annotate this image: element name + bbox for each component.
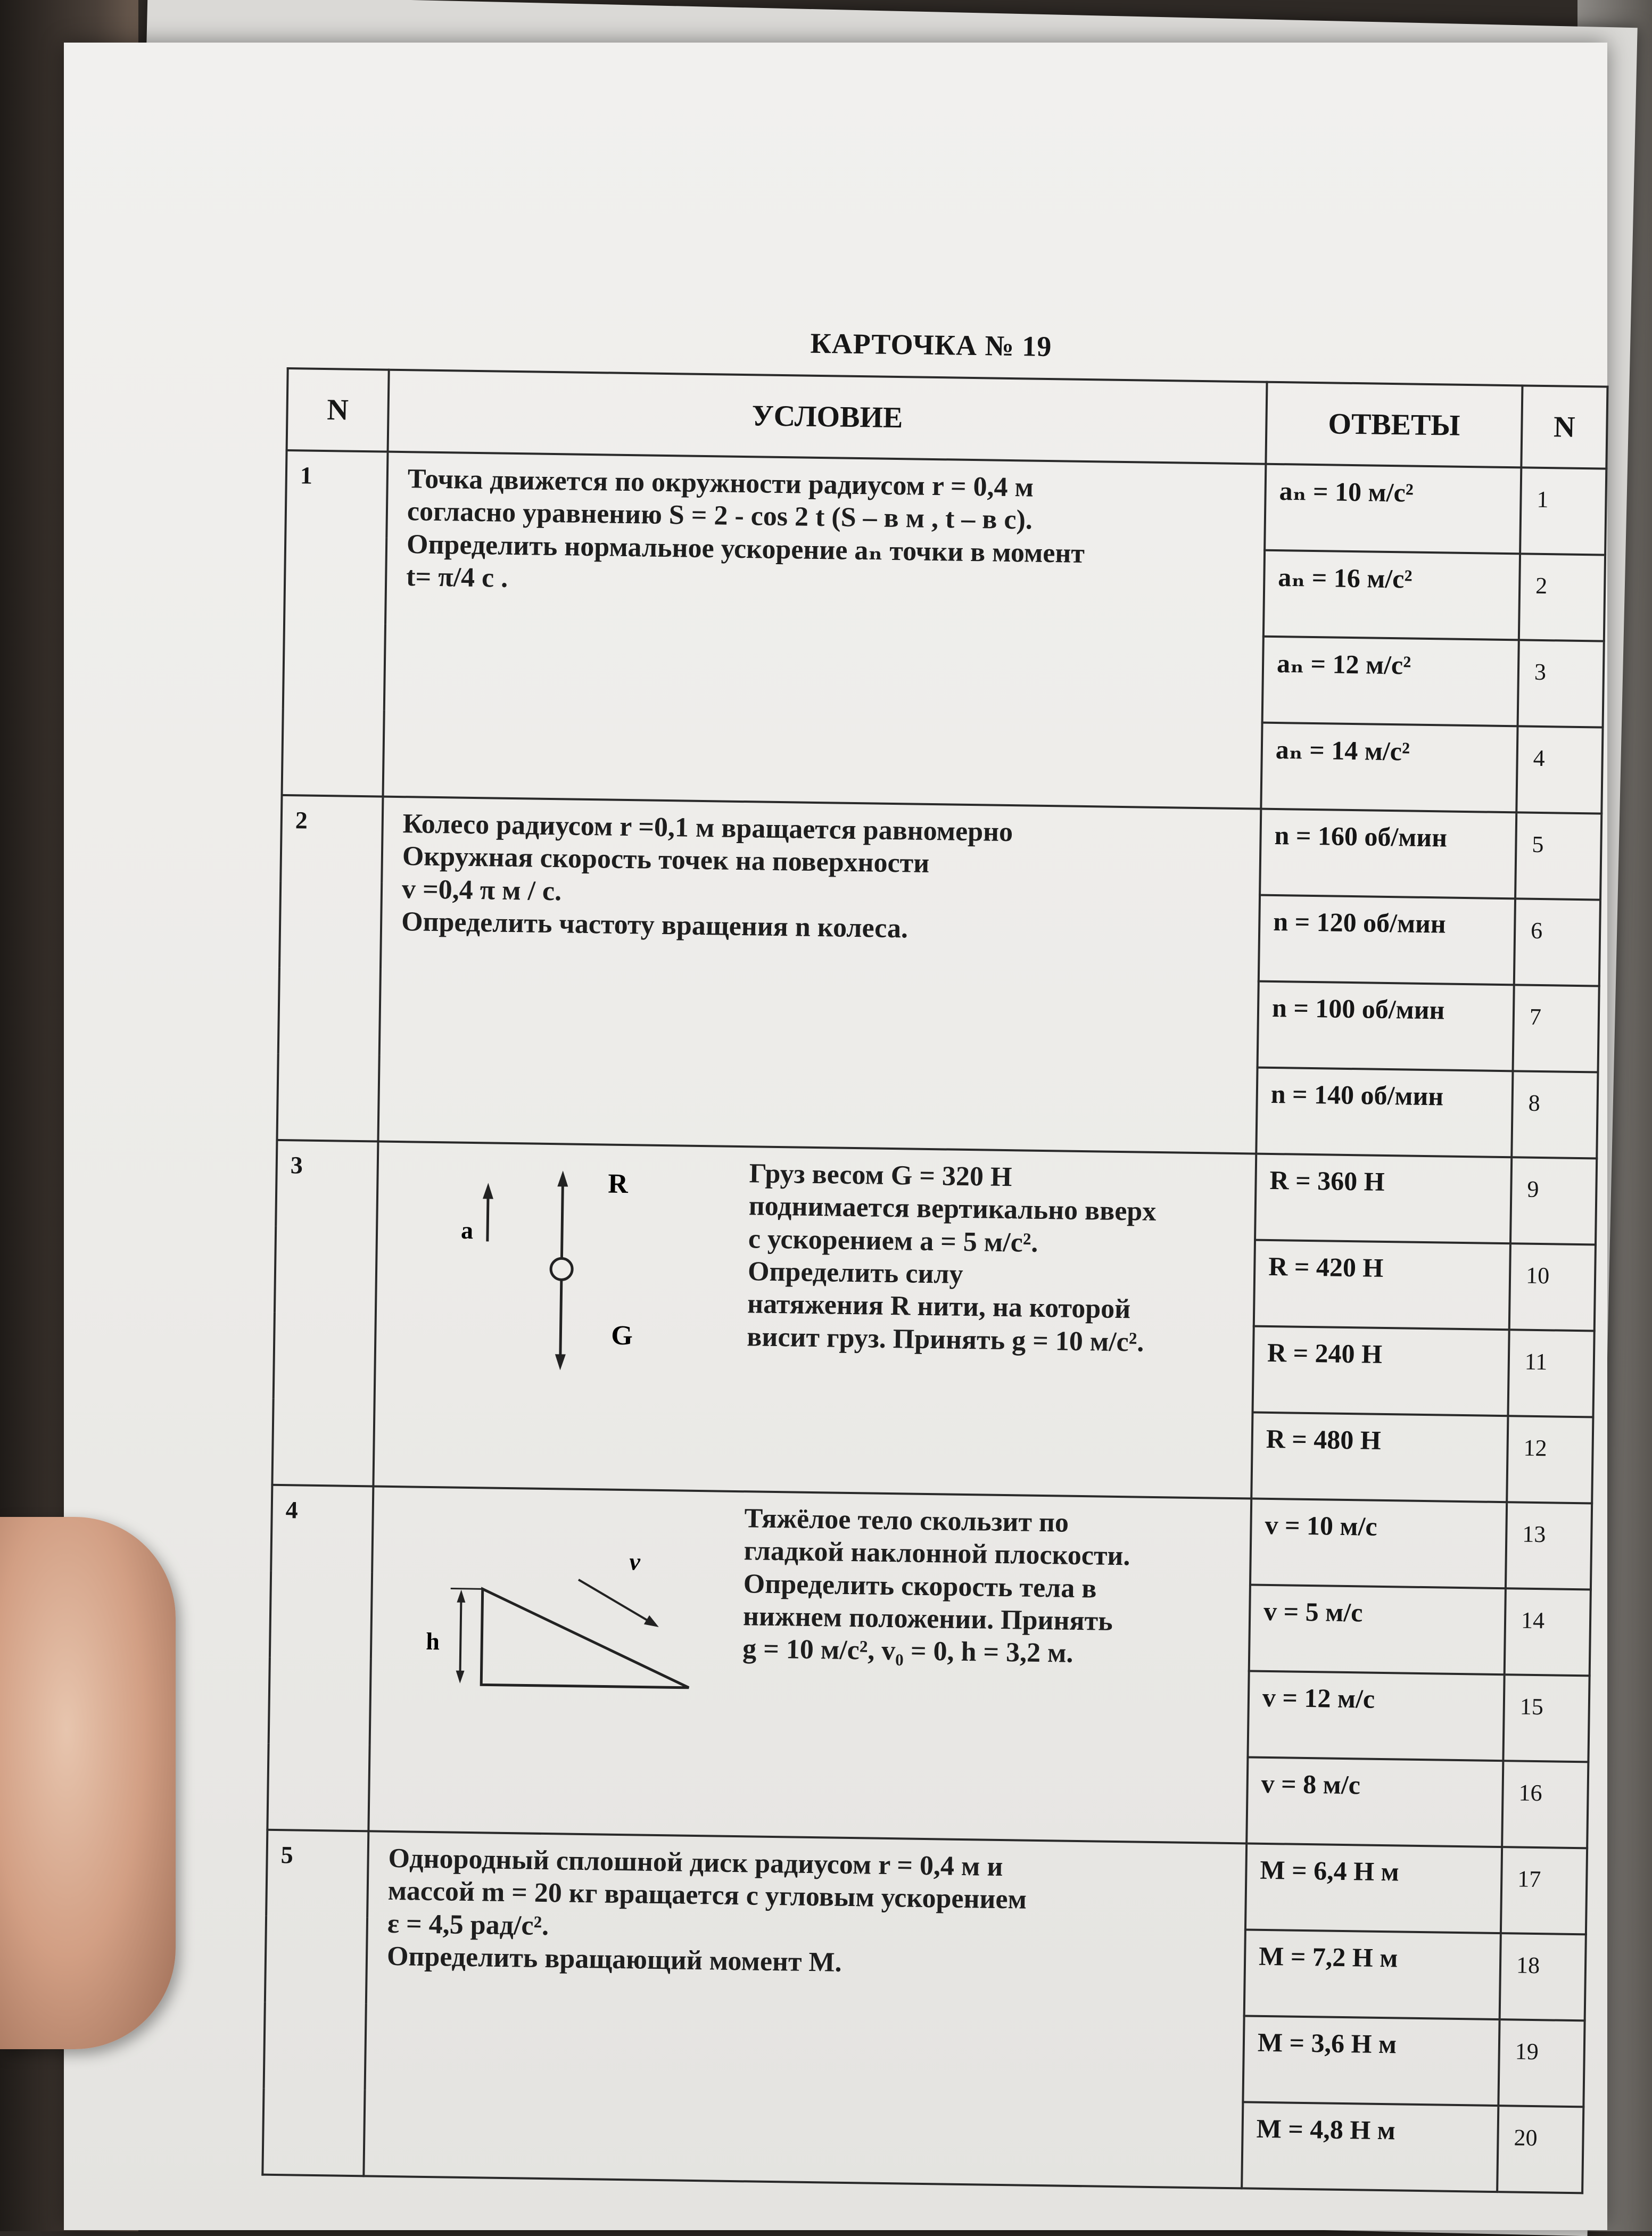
answer-option: v = 12 м/с — [1248, 1671, 1504, 1761]
condition-line: Груз весом G = 320 Н — [749, 1158, 1012, 1193]
answer-number: 8 — [1511, 1071, 1598, 1158]
task-number: 3 — [272, 1140, 378, 1487]
condition-line: Тяжёлое тело скользит по — [744, 1503, 1069, 1538]
answer-number: 12 — [1507, 1416, 1593, 1503]
label-g: G — [611, 1320, 633, 1351]
answer-option: М = 6,4 Н м — [1245, 1843, 1502, 1933]
tension-arrowhead — [557, 1170, 568, 1186]
answer-number: 7 — [1513, 985, 1599, 1072]
answer-option: aₙ = 16 м/с² — [1263, 550, 1520, 640]
tasks-table — [261, 367, 1608, 2194]
answer-number: 19 — [1498, 2019, 1584, 2107]
height-arrow-bottom — [456, 1671, 464, 1684]
task-number: 4 — [267, 1485, 373, 1831]
answer-number: 1 — [1520, 467, 1606, 555]
task-condition — [373, 1142, 1256, 1499]
task-number: 2 — [277, 795, 383, 1142]
condition-line: массой m = 20 кг вращается с угловым ускорением — [387, 1876, 1027, 1916]
answer-option: R = 420 Н — [1254, 1240, 1510, 1330]
answer-option: v = 5 м/с — [1249, 1585, 1506, 1674]
answer-number: 11 — [1508, 1330, 1594, 1417]
condition-line: нижнем положении. Принять — [742, 1601, 1113, 1637]
incline-figure — [390, 1497, 734, 1736]
answer-number: 9 — [1510, 1157, 1597, 1244]
condition-line: ε = 4,5 рад/с². — [387, 1908, 549, 1941]
label-v: v — [629, 1548, 641, 1575]
weight-arrowhead — [555, 1354, 565, 1370]
task-row — [276, 1140, 1597, 1245]
condition-line: поднимается вертикально вверх — [748, 1191, 1157, 1227]
answer-number: 18 — [1500, 1933, 1586, 2020]
incline-diagram — [390, 1497, 745, 1744]
answer-number: 14 — [1505, 1588, 1591, 1676]
height-arrow-top — [457, 1590, 465, 1603]
header-n: N — [287, 368, 389, 452]
condition-line: v =0,4 π м / с. — [401, 873, 562, 907]
header-answers: ОТВЕТЫ — [1266, 382, 1522, 468]
answer-number: 2 — [1519, 554, 1605, 641]
condition-line: Определить вращающий момент М. — [386, 1941, 842, 1978]
answer-option: aₙ = 10 м/с² — [1265, 464, 1521, 554]
task-condition — [378, 797, 1261, 1154]
label-a: a — [460, 1216, 474, 1244]
task-row — [266, 1830, 1587, 1935]
answer-option: R = 480 Н — [1251, 1413, 1508, 1503]
acceleration-arrowhead — [483, 1183, 493, 1199]
load-circle — [551, 1258, 573, 1280]
height-dimension — [460, 1594, 461, 1679]
velocity-arrowhead — [644, 1615, 659, 1627]
condition-line: Определить частоту вращения n колеса. — [401, 906, 908, 944]
condition-line: Точка движется по окружности радиусом r = 0,4 м — [407, 464, 1034, 503]
condition-line: Определить нормальное ускорение aₙ точки в момент — [406, 529, 1085, 569]
condition-line: Определить скорость тела в — [743, 1568, 1097, 1604]
answer-number: 13 — [1506, 1502, 1592, 1589]
task-condition — [364, 1831, 1246, 2188]
answer-number: 4 — [1516, 726, 1603, 813]
condition-line: Однородный сплошной диск радиусом r = 0,4 м и — [388, 1843, 1003, 1883]
answer-number: 5 — [1515, 812, 1601, 900]
header-answer-n: N — [1521, 385, 1607, 468]
answer-number: 10 — [1509, 1243, 1596, 1331]
condition-line: Окружная скорость точек на поверхности — [402, 841, 930, 879]
answer-number: 16 — [1502, 1761, 1588, 1848]
condition-line: гладкой наклонной плоскости. — [744, 1536, 1130, 1572]
condition-line: Колесо радиусом r =0,1 м вращается равномерно — [402, 808, 1013, 848]
answer-option: n = 100 об/мин — [1258, 981, 1514, 1071]
label-h: h — [425, 1627, 440, 1655]
task-row — [285, 450, 1606, 555]
task-number: 1 — [282, 450, 388, 797]
condition-text — [742, 1502, 1240, 1672]
task-card — [263, 319, 1607, 2151]
header-condition: УСЛОВИЕ — [388, 370, 1267, 464]
answer-number: 3 — [1518, 640, 1604, 727]
answer-option: aₙ = 14 м/с² — [1261, 723, 1517, 813]
paper-sheet — [64, 43, 1607, 2230]
answer-option: v = 8 м/с — [1246, 1757, 1503, 1847]
condition-line: t= π/4 с . — [406, 562, 508, 593]
answer-option: aₙ = 12 м/с² — [1262, 637, 1519, 727]
task-condition — [383, 452, 1266, 809]
condition-line: с ускорением a = 5 м/с². — [748, 1223, 1038, 1258]
condition-line: Определить силу — [747, 1256, 963, 1290]
task-row — [280, 795, 1601, 900]
holding-thumb — [0, 1517, 176, 2049]
task-condition — [368, 1486, 1251, 1843]
answer-option: n = 160 об/мин — [1260, 809, 1516, 899]
condition-line: натяжения R нити, на которой — [747, 1289, 1131, 1325]
incline-plane — [481, 1589, 690, 1687]
task-row — [271, 1485, 1592, 1590]
answer-option: М = 7,2 Н м — [1244, 1929, 1501, 2019]
task-number: 5 — [262, 1830, 368, 2176]
answer-number: 15 — [1503, 1674, 1589, 1762]
answer-option: n = 140 об/мин — [1256, 1068, 1513, 1158]
answer-number: 6 — [1514, 898, 1600, 986]
answer-number: 17 — [1501, 1847, 1587, 1934]
answer-option: R = 240 Н — [1253, 1326, 1509, 1416]
answer-option: R = 360 Н — [1255, 1154, 1511, 1244]
condition-text — [747, 1157, 1244, 1360]
answer-option: n = 120 об/мин — [1259, 895, 1515, 985]
weight-force-diagram — [395, 1152, 749, 1399]
label-r: R — [607, 1168, 629, 1200]
condition-line: согласно уравнению S = 2 - cos 2 t (S – в м , t – в с). — [407, 496, 1033, 535]
condition-line: g = 10 м/с², v₀ = 0, h = 3,2 м. — [742, 1633, 1073, 1669]
answer-option: М = 3,6 Н м — [1243, 2016, 1499, 2106]
answer-number: 20 — [1497, 2106, 1583, 2193]
card-title: КАРТОЧКА № 19 — [810, 327, 1052, 363]
answer-option: v = 10 м/с — [1250, 1499, 1507, 1589]
velocity-arrow — [578, 1580, 653, 1623]
condition-line: висит груз. Принять g = 10 м/с². — [746, 1322, 1144, 1358]
hanging-load-figure — [395, 1152, 739, 1391]
answer-option: М = 4,8 Н м — [1242, 2102, 1498, 2192]
